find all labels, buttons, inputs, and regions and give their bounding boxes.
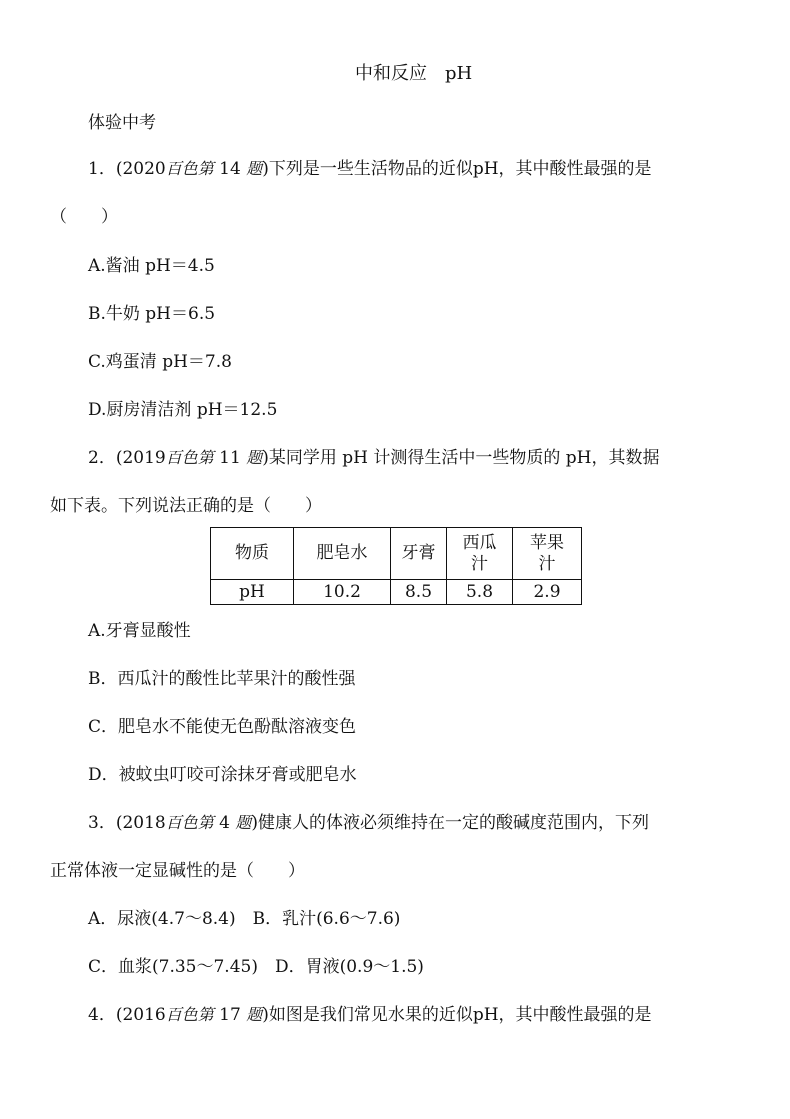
question-3-options-ab: A．尿液(4.7～8.4) B．乳汁(6.6～7.6)	[88, 909, 401, 929]
question-1-option-a: A.酱油 pH＝4.5	[88, 256, 215, 276]
title-main: 中和反应	[355, 63, 427, 84]
table-header-cell: 牙膏	[391, 528, 447, 580]
question-1-option-d: D.厨房清洁剂 pH＝12.5	[88, 400, 278, 420]
table-cell: pH	[211, 580, 294, 605]
question-2-stem-line2: 如下表。下列说法正确的是（ ）	[50, 496, 322, 516]
section-heading: 体验中考	[88, 113, 156, 133]
table-row	[211, 528, 582, 580]
question-2-option-a: A.牙膏显酸性	[88, 621, 191, 641]
question-4-stem: 4．(2016百色第 17 题)如图是我们常见水果的近似pH，其中酸性最强的是	[88, 1005, 652, 1025]
question-1-option-c: C.鸡蛋清 pH＝7.8	[88, 352, 232, 372]
question-2-option-b: B．西瓜汁的酸性比苹果汁的酸性强	[88, 669, 356, 689]
table-row	[211, 580, 582, 605]
question-2-option-d: D．被蚊虫叮咬可涂抹牙膏或肥皂水	[88, 765, 357, 785]
ph-data-table	[210, 527, 582, 605]
table-header-cell: 苹果汁	[513, 528, 582, 580]
question-3-stem: 3．(2018百色第 4 题)健康人的体液必须维持在一定的酸碱度范围内，下列	[88, 813, 650, 833]
table-cell: 5.8	[447, 580, 513, 605]
table-cell: 10.2	[294, 580, 391, 605]
table-header-cell: 肥皂水	[294, 528, 391, 580]
table-cell: 8.5	[391, 580, 447, 605]
question-1-answer-paren: （ ）	[50, 207, 118, 227]
table-cell: 2.9	[513, 580, 582, 605]
title-sub: pH	[445, 63, 473, 84]
question-1-stem: 1．(2020百色第 14 题)下列是一些生活物品的近似pH，其中酸性最强的是	[88, 159, 652, 179]
question-2-option-c: C．肥皂水不能使无色酚酞溶液变色	[88, 717, 357, 737]
question-2-stem: 2．(2019百色第 11 题)某同学用 pH 计测得生活中一些物质的 pH，其数据	[88, 448, 660, 468]
question-1-option-b: B.牛奶 pH＝6.5	[88, 304, 216, 324]
question-3-stem-line2: 正常体液一定显碱性的是（ ）	[50, 861, 305, 881]
table-header-cell: 西瓜汁	[447, 528, 513, 580]
page-title	[355, 62, 472, 86]
table-header-cell: 物质	[211, 528, 294, 580]
question-3-options-cd: C．血浆(7.35～7.45) D．胃液(0.9～1.5)	[88, 957, 424, 977]
